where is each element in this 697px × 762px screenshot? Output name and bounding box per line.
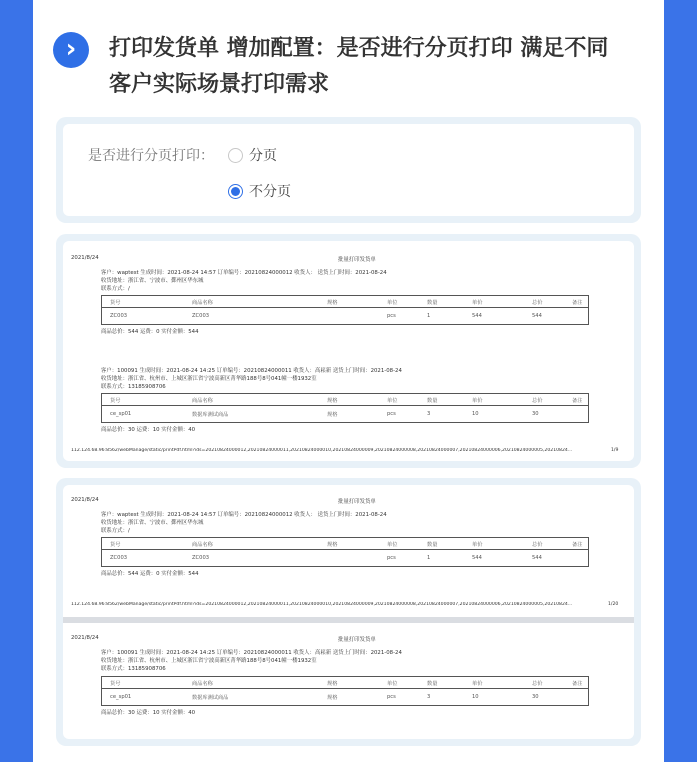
page: [33, 0, 664, 762]
order1-line3: 联系方式：/: [101, 286, 130, 292]
order2-summary: 商品总价：30 运费：10 实付金额：40: [101, 427, 196, 433]
cell: 规格: [327, 695, 338, 701]
cell: 544: [532, 555, 542, 561]
cell: 3: [427, 694, 431, 700]
col-header: 商品名称: [192, 681, 213, 687]
order1-line1: 客户：waptest 生成时间：2021-08-24 14:57 订单编号：20210824000012 收货人： 送货上门时间：2021-08-24: [101, 512, 387, 518]
cell: 30: [532, 694, 539, 700]
col-header: 商品名称: [192, 398, 213, 404]
col-header: 数量: [427, 398, 438, 404]
cell: ce_sp01: [110, 411, 132, 417]
cell: 544: [472, 313, 482, 319]
radio-paged[interactable]: [228, 145, 277, 165]
col-header: 备注: [572, 398, 583, 404]
col-header: 货号: [110, 398, 121, 404]
cell: 数据库测试商品: [192, 695, 229, 701]
cell: ZC003: [110, 555, 128, 561]
order1-line1: 客户：waptest 生成时间：2021-08-24 14:57 订单编号：20210824000012 收货人： 送货上门时间：2021-08-24: [101, 270, 387, 276]
col-header: 总价: [532, 542, 543, 548]
order2-line2: 收货地址：浙江省、杭州市、上城区浙江省宁波高新区菁华路188号8号041幢一楼1932室: [101, 658, 317, 664]
cell: ZC003: [192, 555, 210, 561]
col-header: 总价: [532, 681, 543, 687]
col-header: 数量: [427, 300, 438, 306]
cell: 544: [472, 555, 482, 561]
col-header: 规格: [327, 681, 338, 687]
radio-not-paged-circle[interactable]: [228, 184, 243, 199]
cell: pcs: [387, 694, 396, 700]
radio-not-paged[interactable]: [228, 181, 291, 201]
heading-line-1: 打印发货单 增加配置：是否进行分页打印 满足不同: [109, 36, 609, 61]
doc-page-number: 1/9: [611, 448, 619, 453]
order1-summary: 商品总价：544 运费：0 实付金额：544: [101, 329, 199, 335]
order2-table: [101, 393, 589, 423]
order1-table: [101, 537, 589, 567]
col-header: 商品名称: [192, 542, 213, 548]
order2-line3: 联系方式：13185908706: [101, 384, 166, 390]
radio-paged-label: 分页: [249, 148, 277, 164]
order1-line2: 收货地址：浙江省、宁波市、鄞州区华东城: [101, 520, 204, 526]
cell: pcs: [387, 555, 396, 561]
col-header: 单位: [387, 398, 398, 404]
col-header: 单价: [472, 681, 483, 687]
print-preview: [63, 241, 634, 461]
col-header: 备注: [572, 542, 583, 548]
col-header: 数量: [427, 681, 438, 687]
cell: 数据库测试商品: [192, 412, 229, 418]
radio-not-paged-label: 不分页: [249, 184, 291, 200]
col-header: 总价: [532, 300, 543, 306]
order2-line3: 联系方式：13185908706: [101, 666, 166, 672]
order1-table: [101, 295, 589, 325]
doc-date: 2021/8/24: [71, 497, 99, 503]
col-header: 总价: [532, 398, 543, 404]
chevron-right-icon: ›: [53, 32, 89, 68]
order1-line2: 收货地址：浙江省、宁波市、鄞州区华东城: [101, 278, 204, 284]
col-header: 单价: [472, 542, 483, 548]
doc-title: 批量打印发货单: [338, 499, 376, 505]
col-header: 单位: [387, 300, 398, 306]
doc-url: 112.124.68.96:8562/webManage/static/printPdf.html?ids=20210824000012,20210824000011,20210824000010,20210824000009,20210824000008,20210824000007,20210824000006,20210824000005,20210824...: [71, 602, 573, 607]
doc-title: 批量打印发货单: [338, 257, 376, 263]
preview-paged-card: [56, 478, 641, 746]
radio-paged-circle[interactable]: [228, 148, 243, 163]
doc-date: 2021/8/24: [71, 255, 99, 261]
order2-summary: 商品总价：30 运费：10 实付金额：40: [101, 710, 196, 716]
col-header: 货号: [110, 681, 121, 687]
cell: 10: [472, 694, 479, 700]
col-header: 单价: [472, 300, 483, 306]
col-header: 规格: [327, 300, 338, 306]
col-header: 单位: [387, 542, 398, 548]
cell: 10: [472, 411, 479, 417]
col-header: 单位: [387, 681, 398, 687]
cell: pcs: [387, 313, 396, 319]
cell: ZC003: [110, 313, 128, 319]
cell: 3: [427, 411, 431, 417]
cell: 规格: [327, 412, 338, 418]
order2-line1: 客户：100091 生成时间：2021-08-24 14:25 订单编号：20210824000011 收货人：高崧新 送货上门时间：2021-08-24: [101, 368, 402, 374]
col-header: 数量: [427, 542, 438, 548]
col-header: 商品名称: [192, 300, 213, 306]
cell: 544: [532, 313, 542, 319]
cell: ZC003: [192, 313, 210, 319]
cell: 30: [532, 411, 539, 417]
option-label: 是否进行分页打印：: [88, 148, 214, 164]
cell: 1: [427, 313, 431, 319]
option-card: [56, 117, 641, 223]
col-header: 备注: [572, 300, 583, 306]
heading-line-2: 客户实际场景打印需求: [109, 72, 330, 97]
cell: 1: [427, 555, 431, 561]
preview-not-paged-card: [56, 234, 641, 468]
page-break-divider: [63, 617, 634, 623]
col-header: 货号: [110, 300, 121, 306]
order1-line3: 联系方式：/: [101, 528, 130, 534]
doc-date: 2021/8/24: [71, 635, 99, 641]
col-header: 备注: [572, 681, 583, 687]
col-header: 货号: [110, 542, 121, 548]
doc-page-number: 1/20: [608, 602, 619, 607]
doc-url: 112.124.68.96:8562/webManage/static/printPdf.html?ids=20210824000012,20210824000011,20210824000010,20210824000009,20210824000008,20210824000007,20210824000006,20210824000005,20210824...: [71, 448, 573, 453]
order1-summary: 商品总价：544 运费：0 实付金额：544: [101, 571, 199, 577]
order2-line1: 客户：100091 生成时间：2021-08-24 14:25 订单编号：20210824000011 收货人：高崧新 送货上门时间：2021-08-24: [101, 650, 402, 656]
print-preview: [63, 485, 634, 739]
order2-table: [101, 676, 589, 706]
cell: ce_sp01: [110, 694, 132, 700]
col-header: 单价: [472, 398, 483, 404]
col-header: 规格: [327, 542, 338, 548]
cell: pcs: [387, 411, 396, 417]
col-header: 规格: [327, 398, 338, 404]
order2-line2: 收货地址：浙江省、杭州市、上城区浙江省宁波高新区菁华路188号8号041幢一楼1932室: [101, 376, 317, 382]
doc-title: 批量打印发货单: [338, 637, 376, 643]
